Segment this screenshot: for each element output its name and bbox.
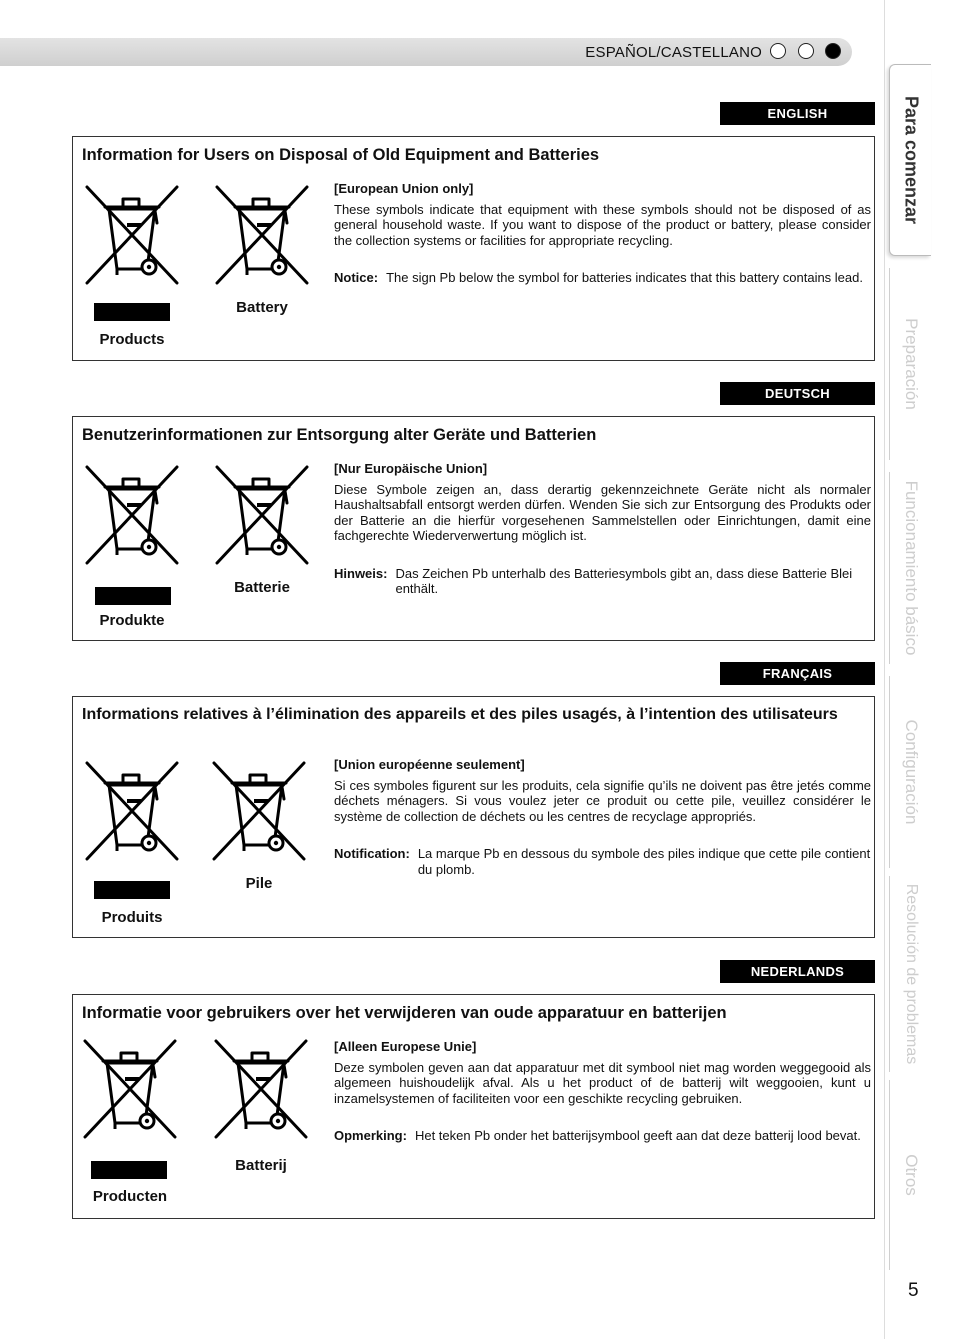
description: Deze symbolen geven aan dat apparatuur met dit symbool niet mag worden weggegooid als algemeen huishoudelijk afval. Als u het product of de batterij wilt weggooien, kunt u inzamelsystemen of faciliteiten voor een geschikte recycling gebruiken. bbox=[334, 1059, 871, 1106]
language-tag: DEUTSCH bbox=[720, 382, 875, 405]
section-title: Informations relatives à l’élimination des appareils et des piles usagés, à l’intention des utilisateurs bbox=[82, 706, 838, 723]
section-title: Benutzerinformationen zur Entsorgung alter Geräte und Batterien bbox=[82, 426, 597, 444]
battery-caption: Batterie bbox=[234, 579, 290, 596]
side-divider bbox=[884, 0, 885, 1339]
disposal-section-english bbox=[72, 136, 875, 361]
text-block bbox=[334, 757, 871, 877]
notice-text: Het teken Pb onder het batterijsymbool geeft aan dat deze batterij lood bevat. bbox=[414, 1128, 861, 1143]
text-block bbox=[334, 181, 871, 286]
page-indicator-dot-active bbox=[825, 43, 841, 59]
tab-configuracion[interactable]: Configuración bbox=[889, 676, 931, 868]
language-tag: ENGLISH bbox=[720, 102, 875, 125]
notice-text: Das Zeichen Pb unterhalb des Batteriesymbols gibt an, dass diese Batterie Blei enthält. bbox=[395, 565, 853, 596]
page-indicator-dot bbox=[770, 43, 786, 59]
language-tag: NEDERLANDS bbox=[720, 960, 875, 983]
notice-label: Opmerking: bbox=[334, 1128, 407, 1143]
products-caption: Produkte bbox=[99, 612, 165, 629]
text-block bbox=[334, 461, 871, 597]
page-indicator-dot bbox=[798, 43, 814, 59]
products-bar bbox=[94, 303, 170, 321]
eu-only-heading: [European Union only] bbox=[334, 181, 474, 196]
crossed-bin-icon bbox=[83, 759, 181, 863]
eu-only-heading: [Union européenne seulement] bbox=[334, 757, 525, 772]
battery-caption: Battery bbox=[236, 299, 288, 316]
text-block bbox=[334, 1039, 871, 1144]
tab-para-comenzar[interactable]: Para comenzar bbox=[889, 64, 931, 256]
description: Si ces symboles figurent sur les produits, cela signifie qu’ils ne doivent pas être jetés comme déchets ménagers. Si vous voulez jeter ce produit ou cette pile, veuillez considérer le système de collection de déchets ou les centres de recyclage appropriés. bbox=[334, 777, 871, 824]
battery-caption: Pile bbox=[245, 875, 273, 892]
section-title: Informatie voor gebruikers over het verwijderen van oude apparatuur en batterijen bbox=[82, 1004, 727, 1022]
crossed-bin-icon bbox=[213, 463, 311, 567]
language-tag: FRANÇAIS bbox=[720, 662, 875, 685]
notice-label: Hinweis: bbox=[334, 565, 388, 581]
description: Diese Symbole zeigen an, dass derartig gekennzeichnete Geräte nicht als normaler Haushaltsabfall entsorgt werden dürfen. Wenden Sie sich zur Entsorgung des Produkts oder der Batterie an die hierfür vorgesehenen Sammelstellen oder Einrichtungen, damit eine fachgerechte Wiederverwertung möglich ist. bbox=[334, 481, 871, 543]
current-language-label: ESPAÑOL/CASTELLANO bbox=[585, 44, 762, 61]
products-bar bbox=[95, 587, 171, 605]
tab-funcionamiento-basico[interactable]: Funcionamiento básico bbox=[889, 472, 931, 664]
eu-only-heading: [Alleen Europese Unie] bbox=[334, 1039, 477, 1054]
eu-only-heading: [Nur Europäische Union] bbox=[334, 461, 488, 476]
disposal-section-francais bbox=[72, 696, 875, 938]
section-title: Information for Users on Disposal of Old Equipment and Batteries bbox=[82, 146, 600, 164]
tab-preparacion[interactable]: Preparación bbox=[889, 268, 931, 460]
notice-text: The sign Pb below the symbol for batteries indicates that this battery contains lead. bbox=[386, 270, 863, 285]
notice-text: La marque Pb en dessous du symbole des piles indique que cette pile contient du plomb. bbox=[417, 846, 871, 877]
products-caption: Produits bbox=[101, 909, 163, 926]
disposal-section-deutsch bbox=[72, 416, 875, 641]
language-header-bar bbox=[0, 38, 852, 66]
tab-resolucion-de-problemas[interactable]: Resolución de problemas bbox=[889, 876, 931, 1072]
products-bar bbox=[94, 881, 170, 899]
crossed-bin-icon bbox=[213, 183, 311, 287]
description: These symbols indicate that equipment with these symbols should not be disposed of as general household waste. If you want to dispose of the product or battery, please consider the collection systems or facilities for appropriate recycling. bbox=[334, 201, 871, 248]
battery-caption: Batterij bbox=[235, 1157, 287, 1174]
tab-otros[interactable]: Otros bbox=[889, 1080, 931, 1270]
disposal-section-nederlands bbox=[72, 994, 875, 1219]
crossed-bin-icon bbox=[83, 463, 181, 567]
crossed-bin-icon bbox=[81, 1037, 179, 1141]
crossed-bin-icon bbox=[83, 183, 181, 287]
products-caption: Producten bbox=[92, 1188, 168, 1205]
crossed-bin-icon bbox=[212, 1037, 310, 1141]
notice-label: Notice: bbox=[334, 270, 379, 285]
crossed-bin-icon bbox=[210, 759, 308, 863]
products-bar bbox=[91, 1161, 167, 1179]
products-caption: Products bbox=[99, 331, 165, 348]
page-number: 5 bbox=[908, 1280, 919, 1301]
notice-label: Notification: bbox=[334, 846, 410, 861]
